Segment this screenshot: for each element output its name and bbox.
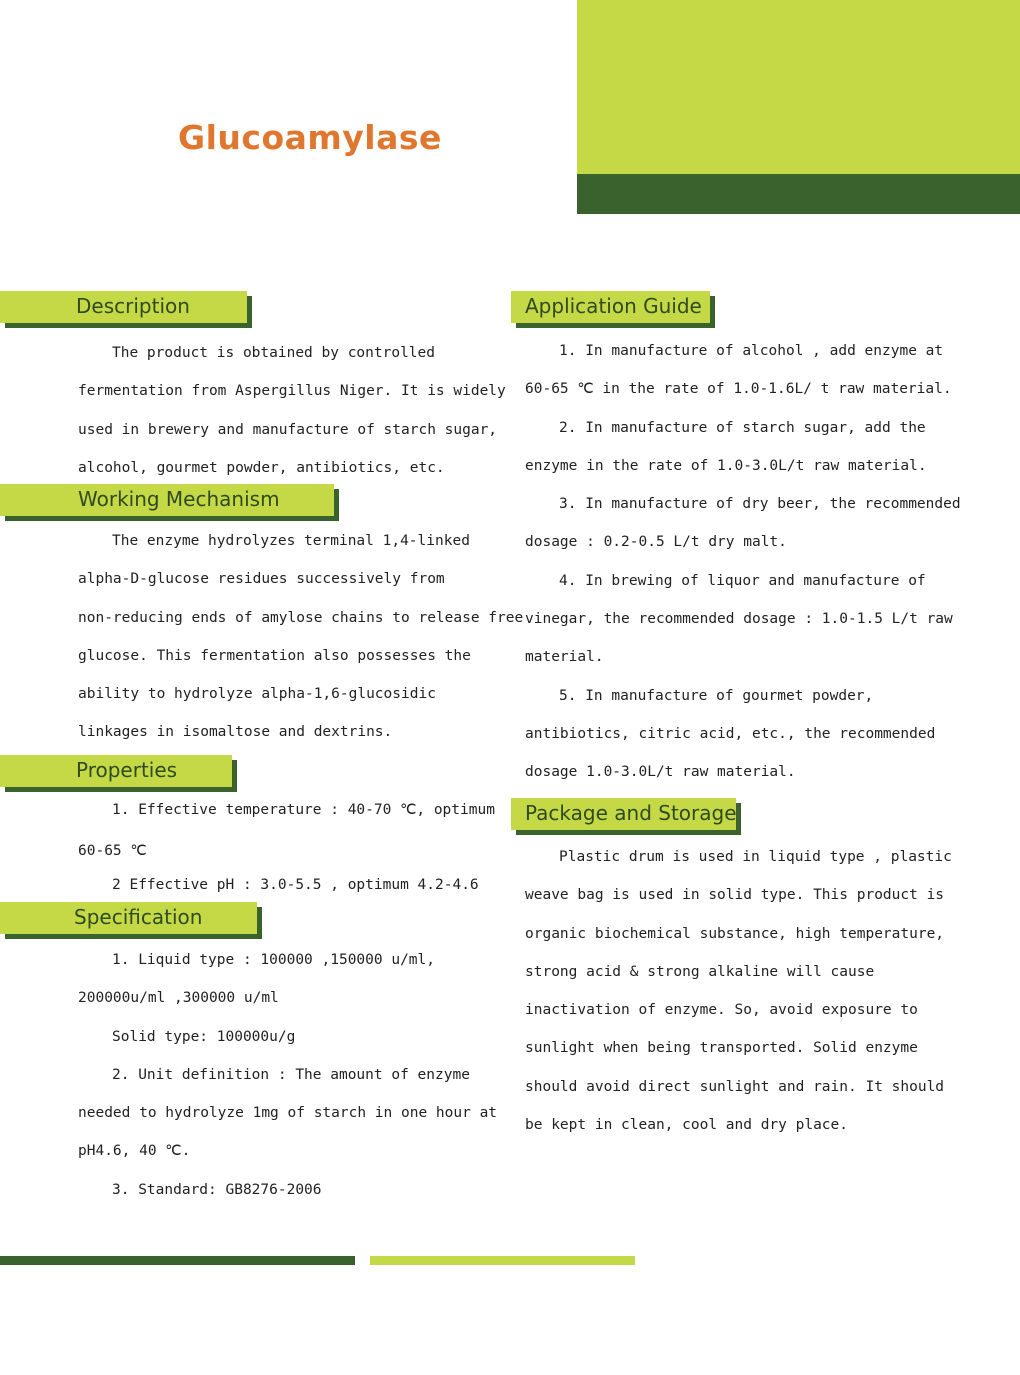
working-mechanism-text	[78, 522, 523, 752]
description-text	[78, 334, 506, 487]
specification-line: pH4.6, 40 ℃.	[78, 1143, 191, 1160]
properties-line: 60-65 ℃	[78, 843, 147, 859]
mechanism-line: alpha-D-glucose residues successively from	[78, 571, 445, 588]
specification-line: 3. Standard: GB8276-2006	[112, 1181, 322, 1198]
section-header-properties	[0, 755, 232, 787]
section-title-specification: Specification	[74, 905, 203, 929]
application-line: antibiotics, citric acid, etc., the recommended	[525, 725, 936, 742]
description-line: fermentation from Aspergillus Niger. It is widely	[78, 383, 506, 400]
header-accent-block-dark	[577, 174, 1020, 214]
footer-bar-light	[370, 1256, 635, 1265]
specification-line: 2. Unit definition : The amount of enzyme	[112, 1066, 470, 1083]
mechanism-line: non-reducing ends of amylose chains to release free	[78, 609, 524, 626]
header-accent-block-light	[577, 0, 1020, 174]
section-header-working-mechanism	[0, 484, 334, 516]
package-line: sunlight when being transported. Solid enzyme	[525, 1040, 918, 1057]
application-guide-text	[525, 332, 961, 792]
package-storage-text	[525, 838, 952, 1144]
application-line: vinegar, the recommended dosage : 1.0-1.5 L/t raw	[525, 611, 953, 628]
package-line: weave bag is used in solid type. This product is	[525, 887, 945, 904]
section-title-package-storage: Package and Storage	[525, 801, 737, 825]
application-line: 2. In manufacture of starch sugar, add the	[559, 419, 926, 436]
properties-text	[78, 791, 495, 900]
mechanism-line: glucose. This fermentation also possesses the	[78, 647, 471, 664]
application-line: 3. In manufacture of dry beer, the recommended	[559, 496, 961, 513]
specification-line: needed to hydrolyze 1mg of starch in one hour at	[78, 1105, 498, 1122]
section-header-application-guide	[511, 291, 710, 323]
package-line: strong acid & strong alkaline will cause	[525, 963, 875, 980]
section-header-description	[0, 291, 247, 323]
section-title-properties: Properties	[76, 758, 178, 782]
mechanism-line: The enzyme hydrolyzes terminal 1,4-linked	[112, 533, 470, 549]
section-header-package-storage	[511, 798, 736, 830]
application-line: dosage 1.0-3.0L/t raw material.	[525, 764, 796, 781]
package-line: inactivation of enzyme. So, avoid exposure to	[525, 1002, 918, 1019]
application-line: dosage : 0.2-0.5 L/t dry malt.	[525, 534, 787, 551]
application-line: 4. In brewing of liquor and manufacture of	[559, 572, 926, 589]
section-title-working-mechanism: Working Mechanism	[78, 487, 280, 511]
specification-line: Solid type: 100000u/g	[112, 1028, 296, 1045]
application-line: 5. In manufacture of gourmet powder,	[559, 687, 874, 704]
package-line: Plastic drum is used in liquid type , plastic	[559, 849, 952, 865]
application-line: 60-65 ℃ in the rate of 1.0-1.6L/ t raw material.	[525, 381, 952, 398]
application-line: 1. In manufacture of alcohol , add enzyme at	[559, 343, 944, 359]
description-line: used in brewery and manufacture of starch sugar,	[78, 421, 498, 438]
specification-line: 200000u/ml ,300000 u/ml	[78, 990, 279, 1007]
footer-bar-dark	[0, 1256, 355, 1265]
section-title-description: Description	[76, 294, 190, 318]
section-header-specification	[0, 902, 257, 934]
specification-line: 1. Liquid type : 100000 ,150000 u/ml,	[112, 952, 436, 968]
package-line: organic biochemical substance, high temperature,	[525, 925, 945, 942]
properties-line: 1. Effective temperature : 40-70 ℃, optimum	[112, 802, 495, 818]
description-line: alcohol, gourmet powder, antibiotics, etc.	[78, 459, 445, 476]
mechanism-line: linkages in isomaltose and dextrins.	[78, 724, 393, 741]
package-line: be kept in clean, cool and dry place.	[525, 1117, 849, 1134]
specification-text	[78, 941, 497, 1209]
page-title: Glucoamylase	[178, 118, 442, 157]
properties-line: 2 Effective pH : 3.0-5.5 , optimum 4.2-4.6	[112, 877, 479, 893]
description-line: The product is obtained by controlled	[112, 345, 436, 361]
mechanism-line: ability to hydrolyze alpha-1,6-glucosidic	[78, 686, 436, 703]
section-title-application-guide: Application Guide	[525, 294, 702, 318]
application-line: material.	[525, 649, 604, 666]
application-line: enzyme in the rate of 1.0-3.0L/t raw material.	[525, 457, 927, 474]
package-line: should avoid direct sunlight and rain. It should	[525, 1078, 945, 1095]
